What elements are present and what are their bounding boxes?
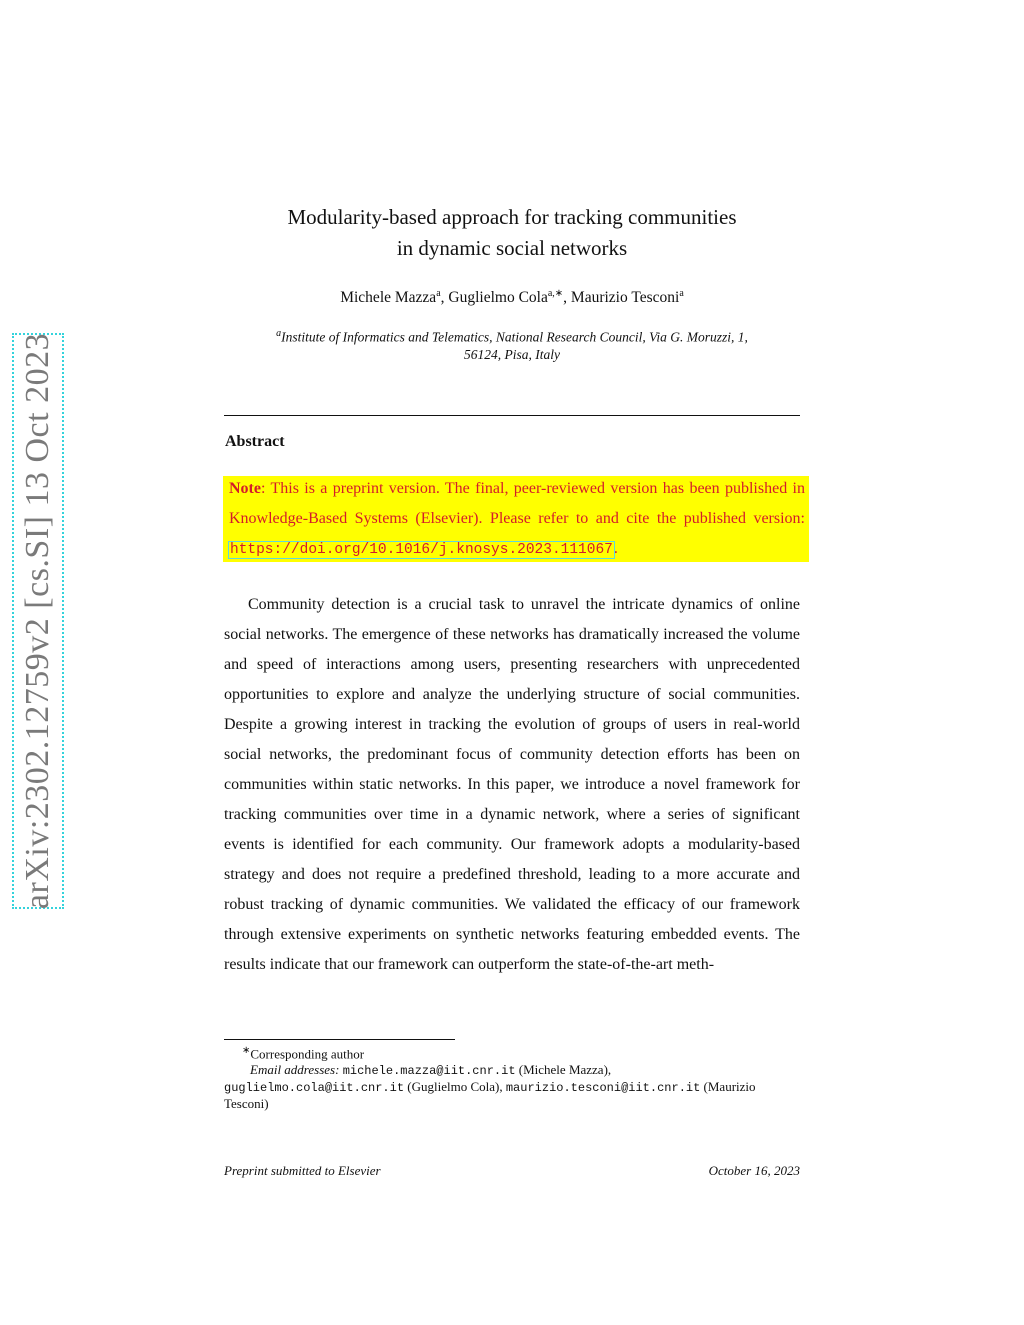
footer-date: October 16, 2023 [708, 1163, 800, 1178]
abstract-body: Community detection is a crucial task to unravel the intricate dynamics of online social networks. The emergence of these networks has dramatically increased the volume and speed of interactions among users, presenting researchers with unprecedented opportunities to explore and analyze the underlying structure of social communities. Despite a growing interest in tracking the evolution of groups of users in real-world social networks, the predominant focus of community detection efforts has been on communities within static networks. In this paper, we introduce a novel framework for tracking communities over time in a dynamic network, where a series of significant events is identified for each community. Our framework adopts a modularity-based strategy and does not require a predefined threshold, leading to a more accurate and robust tracking of dynamic communities. We validated the efficacy of our framework through extensive experiments on synthetic networks featuring embedded events. The results indicate that our framework can outperform the state-of-the-art meth- [224, 596, 800, 973]
author-mark: a,∗ [547, 288, 564, 299]
email-owner-continued: Tesconi) [224, 1096, 269, 1112]
title-line-2: in dynamic social networks [396, 236, 628, 260]
affiliation-line-1: Institute of Informatics and Telematics, National Research Council, Via G. Moruzzi, 1, [281, 329, 748, 345]
email-label: Email addresses: [250, 1062, 340, 1078]
note-label: Note [229, 480, 261, 497]
doi-link[interactable]: https://doi.org/10.1016/j.knosys.2023.111067 [230, 542, 613, 558]
arxiv-identifier-text: arXiv:2302.12759v2 [cs.SI] 13 Oct 2023 [19, 332, 56, 910]
affiliation [224, 325, 800, 363]
author-mark: a [436, 288, 441, 299]
footnote [224, 1043, 800, 1112]
email-link[interactable]: guglielmo.cola@iit.cnr.it [224, 1081, 405, 1096]
arxiv-identifier-stamp[interactable] [12, 333, 64, 909]
corresponding-mark: ∗ [242, 1045, 251, 1056]
author-name: Maurizio Tesconi [570, 289, 680, 307]
note-text: : This is a preprint version. The final, peer-reviewed version has been published in Knowledge-Based Systems (Elsevier). Please refer to and cite the published version: [229, 480, 805, 527]
author-name: Michele Mazza [340, 289, 437, 307]
email-owner: (Michele Mazza), [518, 1062, 612, 1078]
note-end: . [613, 540, 618, 557]
title-line-1: Modularity-based approach for tracking communities [287, 205, 737, 229]
author-mark: a [679, 288, 684, 299]
author-list: Michele Mazza$^a$, Guglielmo Cola$^{a,∗}$, Maurizio Tesconi$^a$ [340, 288, 684, 307]
email-link[interactable]: maurizio.tesconi@iit.cnr.it [505, 1081, 701, 1096]
email-owner: (Guglielmo Cola), [407, 1079, 503, 1095]
email-owner: (Maurizio [703, 1079, 756, 1095]
footnote-rule [224, 1039, 455, 1040]
email-link[interactable]: michele.mazza@iit.cnr.it [342, 1064, 516, 1079]
abstract-heading: Abstract [225, 433, 285, 450]
preprint-note [229, 474, 805, 565]
corresponding-author: Corresponding author [250, 1046, 365, 1062]
paper-title [224, 202, 800, 264]
footer-submission: Preprint submitted to Elsevier [224, 1163, 381, 1178]
top-rule [224, 415, 800, 416]
author-name: Guglielmo Cola [448, 289, 548, 307]
affiliation-mark: a [276, 328, 282, 339]
affiliation-line-2: 56124, Pisa, Italy [464, 346, 560, 362]
